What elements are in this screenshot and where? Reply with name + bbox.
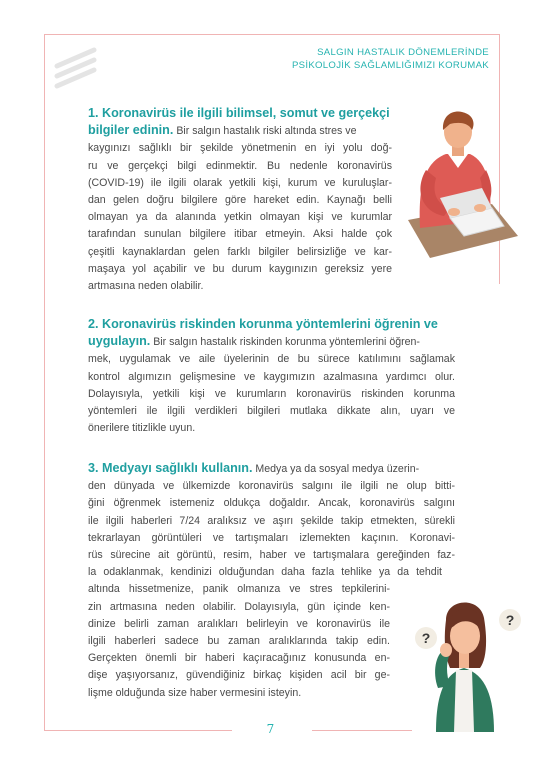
section-text: Bir salgın hastalık riski altında stres ve: [173, 125, 357, 138]
paragraph-line: kaygınızı sağlıklı bir şekilde yönetmenin en iyi yolu doğ-: [88, 142, 392, 155]
section-1: [88, 105, 392, 295]
paragraph-line: ilgili haberleri sadece bu zaman aralıklarında takip edin.: [88, 635, 390, 648]
paragraph-line: dişe yaşıyorsanız, güvendiğiniz birkaç kişiden acil bir ge-: [88, 669, 390, 682]
section-3: [88, 460, 455, 702]
paragraph-line: mek, uygulamak ve aile üyelerinin de bu sürece katılımını sağlamak: [88, 353, 455, 366]
paragraph-line: lişme olduğunda size haber vermesini isteyin.: [88, 686, 302, 699]
frame-left-line: [44, 34, 45, 730]
paragraph-line: çeşitli kaynaklardan gelen farklı bilgiler belirsizliğe ve kar-: [88, 245, 392, 258]
paragraph-line: dan gelen doğru bilgilere göre hareket edin. Kaynağı belli: [88, 194, 392, 207]
paragraph-line: önerilere titizlikle uyun.: [88, 422, 196, 435]
paragraph-line: ru ve gerçekçi bilgi edinmektir. Bu nedenle koronavirüs: [88, 159, 392, 172]
section-heading: bilgiler edinin.: [88, 123, 174, 138]
section-heading: 1. Koronavirüs ile ilgili bilimsel, somut ve gerçekçi: [88, 106, 390, 120]
woman-with-questions-illustration: [410, 590, 528, 732]
paragraph-line: maşaya yol açabilir ve bu durum kaygınızın gereksiz yere: [88, 262, 392, 275]
section-2: [88, 316, 455, 437]
man-with-laptop-illustration: [400, 108, 524, 260]
paragraph-line: tarafından sunulan bilgilere itibar etmeyin. Aksi halde çok: [88, 228, 392, 241]
question-mark-left: ?: [421, 630, 431, 646]
paragraph-line: Gerçekten önemli bir haberi kaçıracağınız konusunda en-: [88, 652, 390, 665]
paragraph-line: ile ilgili haberleri 7/24 aralıksız ve aşırı şekilde takip etmekten, sürekli: [88, 514, 455, 527]
section-text: Medya ya da sosyal medya üzerin-: [252, 463, 420, 475]
page-header: [292, 46, 489, 72]
paragraph-line: rüs sürecine ait görüntü, resim, haber ve tartışmalara gereğinden faz-: [88, 549, 455, 562]
paragraph-line: tekrarlayan görüntüleri ve tartışmaları izlemekten kaçının. Koronavi-: [88, 531, 455, 544]
paragraph-line: la odaklanmak, kendinizi olduğundan daha fazla tehlike ya da tehdit: [88, 566, 442, 579]
section-heading: 2. Koronavirüs riskinden korunma yöntemlerini öğrenin ve: [88, 317, 438, 331]
paragraph-line: den dünyada ve ülkemizde koronavirüs salgını ile ilgili ne olup bitti-: [88, 480, 455, 493]
page-number: 7: [266, 722, 275, 736]
question-mark-right: ?: [505, 612, 515, 628]
header-line-2: PSİKOLOJİK SAĞLAMLIĞIMIZI KORUMAK: [291, 60, 489, 71]
paragraph-line: zin artmasına neden olabilir. Dolayısıyla, gün içinde ken-: [88, 600, 390, 613]
paragraph-line: artmasına neden olabilir.: [88, 280, 204, 293]
paragraph-line: altında hissetmenize, panik olmanıza ve stres tepkilerini-: [88, 583, 390, 596]
paragraph-line: dinize belirli zaman aralıkları belirleyin ve koronavirüs ile: [88, 617, 390, 630]
frame-top-line: [44, 34, 500, 35]
paragraph-line: (COVID-19) ile ilgili olarak yetkili kişi, kurum ve kuruluşlar-: [88, 176, 392, 189]
stripes-decoration: [54, 46, 100, 92]
paragraph-line: kontrol algımızın gelişmesine ve kaygımızın azalmasına yardımcı olur.: [88, 370, 455, 383]
paragraph-line: yöntemleri ile ilgili verdikleri bilgileri mutlaka dikkate alın, uyarı ve: [88, 405, 455, 418]
paragraph-line: olmayan ya da alanında yetkin olmayan kişi ve kurumlar: [88, 211, 392, 224]
section-text: Bir salgın hastalık riskinden korunma yöntemlerini öğren-: [150, 336, 420, 349]
section-heading: 3. Medyayı sağlıklı kullanın.: [88, 461, 253, 475]
header-line-1: SALGIN HASTALIK DÖNEMLERİNDE: [317, 47, 489, 58]
section-heading: uygulayın.: [88, 334, 151, 349]
paragraph-line: ğini öğrenmek istemeniz oldukça doğaldır. Ancak, koronavirüs salgını: [88, 497, 455, 510]
paragraph-line: Dolayısıyla, yetkili kişi ve kurumların koronavirüs riskinden korunma: [88, 387, 455, 400]
